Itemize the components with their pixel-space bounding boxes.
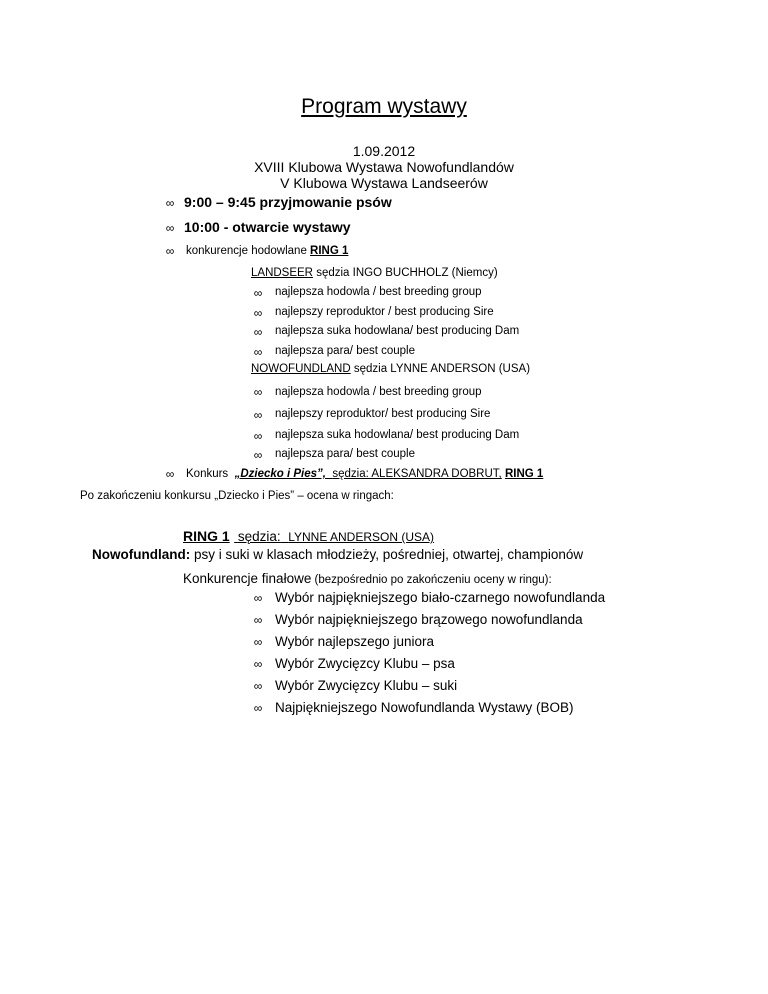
finals-item: Wybór najpiękniejszego brązowego nowofundlanda: [275, 612, 583, 627]
landseer-item: najlepszy reproduktor / best producing Sire: [275, 306, 494, 318]
finals-item: Najpiękniejszego Nowofundlanda Wystawy (BOB): [275, 700, 574, 715]
finals-item: Wybór Zwycięzcy Klubu – psa: [275, 656, 455, 671]
ring1-label: RING 1: [183, 528, 230, 544]
landseer-label: LANDSEER: [251, 267, 313, 279]
bullet-icon: ∞: [253, 345, 263, 359]
contest-label: Konkurs: [186, 468, 229, 480]
bullet-icon: ∞: [253, 635, 263, 649]
bullet-icon: ∞: [165, 244, 175, 258]
ring-label: RING 1: [310, 245, 349, 257]
bullet-icon: ∞: [165, 196, 175, 210]
bullet-icon: ∞: [165, 467, 175, 481]
bullet-icon: ∞: [253, 429, 263, 443]
contest-line: [186, 468, 543, 480]
bullet-icon: ∞: [253, 591, 263, 605]
schedule-item-1: 9:00 – 9:45 przyjmowanie psów: [184, 194, 392, 210]
ring1-judge-name: LYNNE ANDERSON (USA): [288, 530, 435, 544]
nowofundland-classes-text: psy i suki w klasach młodzieży, pośredniej, otwartej, championów: [190, 547, 584, 562]
finals-note: (bezpośrednio po zakończeniu oceny w ringu):: [311, 574, 552, 586]
bullet-icon: ∞: [165, 221, 175, 235]
finals-heading: [183, 571, 552, 586]
contest-name: „Dziecko i Pies”,: [234, 468, 326, 480]
contest-judge: sędzia: ALEKSANDRA DOBRUT,: [332, 468, 502, 480]
ring1-line: [183, 528, 434, 546]
landseer-judge-line: [251, 267, 498, 279]
landseer-item: najlepsza hodowla / best breeding group: [275, 286, 482, 298]
page-title: Program wystawy: [301, 95, 467, 118]
event-date: 1.09.2012: [352, 143, 416, 159]
schedule-item-2: 10:00 - otwarcie wystawy: [184, 219, 351, 235]
bullet-icon: ∞: [253, 385, 263, 399]
bullet-icon: ∞: [253, 448, 263, 462]
nowofundland-judge-line: [251, 363, 530, 375]
nowofundland-judge: sędzia LYNNE ANDERSON (USA): [350, 363, 531, 375]
finals-item: Wybór najlepszego juniora: [275, 634, 434, 649]
bullet-icon: ∞: [253, 701, 263, 715]
nowofundland-label: NOWOFUNDLAND: [251, 363, 351, 375]
after-contest-note: Po zakończeniu konkursu „Dziecko i Pies” – ocena w ringach:: [80, 490, 394, 502]
event-line-1: XVIII Klubowa Wystawa Nowofundlandów: [254, 159, 514, 175]
nowofundland-item: najlepsza para/ best couple: [275, 448, 416, 460]
bullet-icon: ∞: [253, 408, 263, 422]
bullet-icon: ∞: [253, 325, 263, 339]
finals-item: Wybór Zwycięzcy Klubu – suki: [275, 678, 458, 693]
landseer-judge: sędzia INGO BUCHHOLZ (Niemcy): [313, 267, 498, 279]
nowofundland-classes: [92, 547, 583, 562]
nowofundland-item: najlepsza hodowla / best breeding group: [275, 386, 482, 398]
bullet-icon: ∞: [253, 657, 263, 671]
breeding-contests-label: konkurencje hodowlane: [186, 245, 307, 257]
bullet-icon: ∞: [253, 679, 263, 693]
nowofundland-classes-label: Nowofundland:: [92, 547, 191, 562]
schedule-item-3: [186, 245, 348, 257]
ring1-judge-word: sędzia:: [237, 529, 281, 544]
bullet-icon: ∞: [253, 306, 263, 320]
landseer-item: najlepsza para/ best couple: [275, 345, 416, 357]
finals-item: Wybór najpiękniejszego biało-czarnego nowofundlanda: [275, 590, 606, 605]
nowofundland-item: najlepsza suka hodowlana/ best producing Dam: [275, 429, 520, 441]
bullet-icon: ∞: [253, 286, 263, 300]
nowofundland-item: najlepszy reproduktor/ best producing Sire: [275, 408, 491, 420]
bullet-icon: ∞: [253, 613, 263, 627]
finals-label: Konkurencje finałowe: [183, 571, 312, 586]
contest-ring: RING 1: [504, 468, 544, 480]
landseer-item: najlepsza suka hodowlana/ best producing Dam: [275, 325, 520, 337]
event-line-2: V Klubowa Wystawa Landseerów: [280, 175, 488, 191]
